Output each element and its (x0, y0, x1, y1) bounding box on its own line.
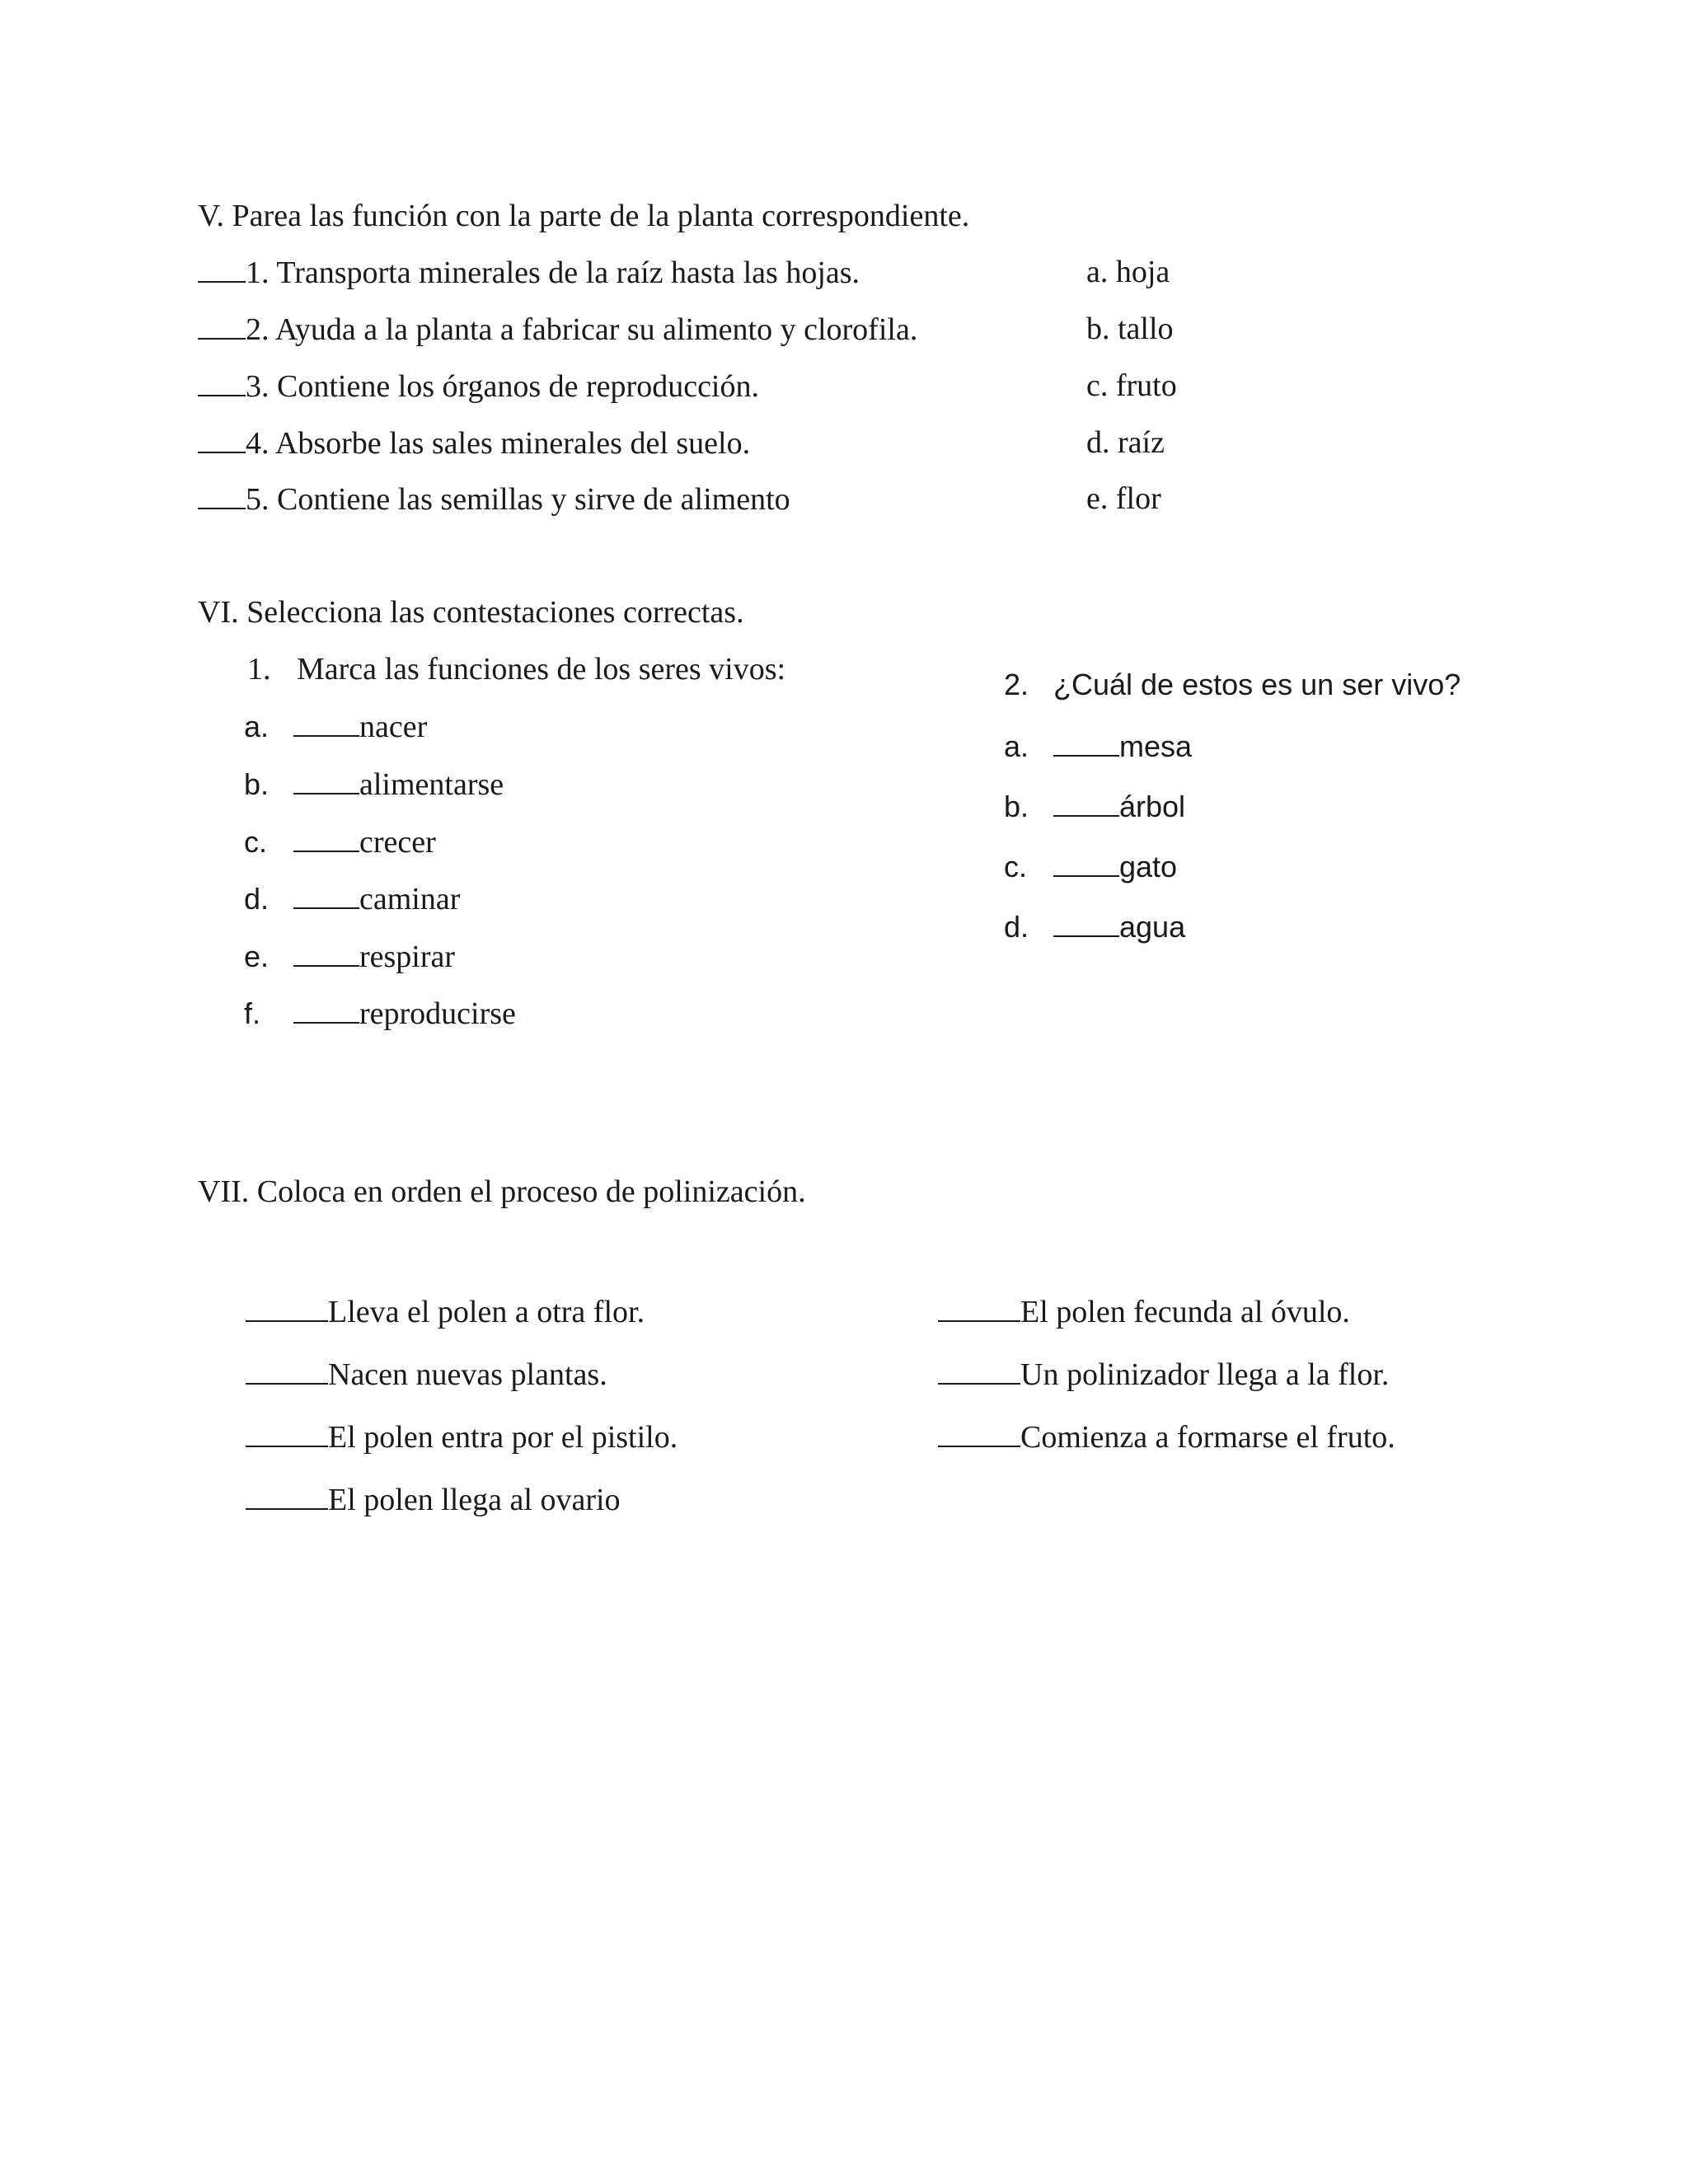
answer-blank[interactable] (293, 883, 359, 909)
order-item: El polen fecunda al óvulo. (938, 1296, 1350, 1328)
match-item-4: 4. Absorbe las sales minerales del suelo. (198, 427, 750, 459)
answer-blank[interactable] (246, 1296, 328, 1322)
order-item: Nacen nuevas plantas. (246, 1358, 607, 1390)
answer-blank[interactable] (1053, 790, 1119, 817)
section-7-title: VII. Coloca en orden el proceso de polinización. (198, 1174, 806, 1209)
match-item-3: 3. Contiene los órganos de reproducción. (198, 370, 759, 402)
answer-blank[interactable] (293, 997, 359, 1024)
answer-blank[interactable] (293, 826, 359, 852)
q1-option-a: a. nacer (244, 710, 428, 744)
q1-option-e: e. respirar (244, 940, 456, 974)
question-1: 1. Marca las funciones de los seres vivos: (247, 652, 786, 687)
q2-option-c: c. gato (1004, 850, 1178, 883)
order-item: Lleva el polen a otra flor. (246, 1296, 645, 1328)
answer-blank[interactable] (1053, 730, 1119, 757)
q1-option-f: f. reproducirse (244, 996, 516, 1031)
answer-blank[interactable] (198, 256, 246, 283)
answer-blank[interactable] (246, 1421, 328, 1447)
question-2: 2. ¿Cuál de estos es un ser vivo? (1004, 668, 1461, 701)
answer-blank[interactable] (246, 1358, 328, 1385)
answer-blank[interactable] (293, 768, 359, 794)
answer-blank[interactable] (198, 370, 246, 396)
order-item: El polen llega al ovario (246, 1483, 621, 1516)
q2-option-d: d. agua (1004, 910, 1186, 944)
answer-blank[interactable] (198, 483, 246, 509)
q1-option-d: d. caminar (244, 882, 461, 916)
section-6-title: VI. Selecciona las contestaciones correctas. (198, 595, 744, 630)
q1-option-b: b. alimentarse (244, 767, 504, 802)
match-item-2: 2. Ayuda a la planta a fabricar su alimento y clorofila. (198, 313, 917, 345)
answer-blank[interactable] (198, 313, 246, 340)
match-option: e. flor (1086, 481, 1161, 516)
answer-blank[interactable] (293, 940, 359, 967)
answer-blank[interactable] (246, 1483, 328, 1510)
section-5-title: V. Parea las función con la parte de la planta correspondiente. (198, 199, 970, 233)
answer-blank[interactable] (198, 427, 246, 453)
match-option: b. tallo (1086, 312, 1174, 346)
match-item-5: 5. Contiene las semillas y sirve de alimento (198, 483, 790, 515)
answer-blank[interactable] (938, 1296, 1020, 1322)
q2-option-a: a. mesa (1004, 729, 1193, 763)
answer-blank[interactable] (938, 1358, 1020, 1385)
answer-blank[interactable] (938, 1421, 1020, 1447)
order-item: Comienza a formarse el fruto. (938, 1421, 1395, 1453)
answer-blank[interactable] (1053, 911, 1119, 937)
order-item: Un polinizador llega a la flor. (938, 1358, 1389, 1390)
order-item: El polen entra por el pistilo. (246, 1421, 678, 1453)
q2-option-b: b. árbol (1004, 790, 1186, 823)
match-item-1: 1. Transporta minerales de la raíz hasta las hojas. (198, 256, 860, 288)
match-option: c. fruto (1086, 368, 1177, 403)
answer-blank[interactable] (1053, 851, 1119, 877)
q1-option-c: c. crecer (244, 825, 436, 860)
match-option: d. raíz (1086, 425, 1165, 460)
answer-blank[interactable] (293, 710, 359, 737)
match-option: a. hoja (1086, 255, 1170, 289)
